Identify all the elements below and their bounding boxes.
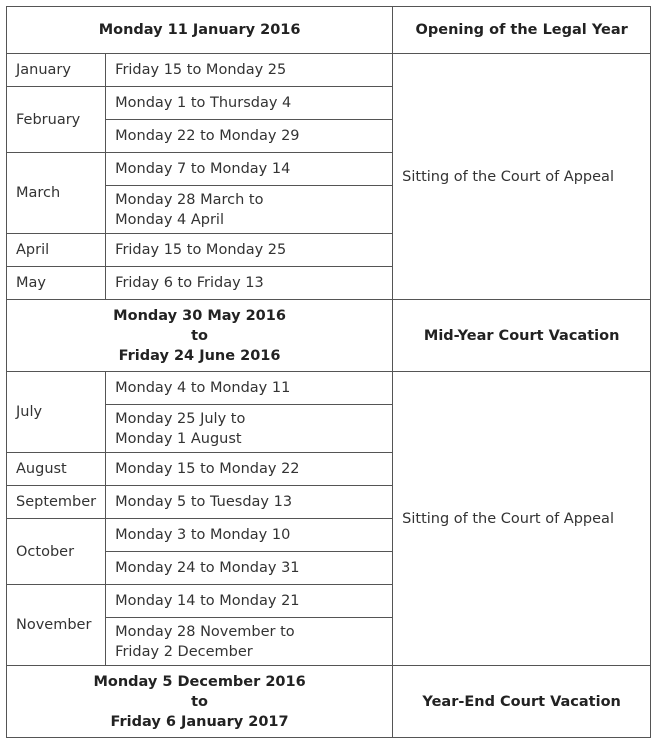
month-november: November bbox=[7, 585, 106, 666]
month-october: October bbox=[7, 519, 106, 585]
date-line: Monday 4 April bbox=[115, 211, 224, 228]
date-line: to bbox=[191, 693, 209, 710]
month-july: July bbox=[7, 372, 106, 453]
date-line: Monday 30 May 2016 bbox=[113, 307, 286, 324]
month-september: September bbox=[7, 486, 106, 519]
date-line: to bbox=[191, 327, 209, 344]
sitting-label: Sitting of the Court of Appeal bbox=[393, 372, 651, 666]
sitting-dates: Monday 24 to Monday 31 bbox=[106, 552, 393, 585]
midyear-vacation-dates bbox=[7, 300, 393, 372]
sitting-dates: Friday 6 to Friday 13 bbox=[106, 267, 393, 300]
table-row bbox=[7, 372, 651, 405]
sitting-dates: Monday 1 to Thursday 4 bbox=[106, 87, 393, 120]
sitting-dates bbox=[106, 186, 393, 234]
date-line: Friday 24 June 2016 bbox=[118, 347, 281, 364]
sitting-dates: Friday 15 to Monday 25 bbox=[106, 54, 393, 87]
month-february: February bbox=[7, 87, 106, 153]
sitting-dates: Friday 15 to Monday 25 bbox=[106, 234, 393, 267]
yearend-vacation-label: Year-End Court Vacation bbox=[393, 666, 651, 738]
sitting-dates: Monday 3 to Monday 10 bbox=[106, 519, 393, 552]
date-line: Friday 2 December bbox=[115, 643, 253, 660]
sitting-dates: Monday 14 to Monday 21 bbox=[106, 585, 393, 618]
date-line: Monday 28 November to bbox=[115, 623, 295, 640]
sitting-dates: Monday 5 to Tuesday 13 bbox=[106, 486, 393, 519]
sitting-dates: Monday 7 to Monday 14 bbox=[106, 153, 393, 186]
date-line: Monday 25 July to bbox=[115, 410, 246, 427]
court-calendar-table bbox=[6, 6, 651, 738]
month-august: August bbox=[7, 453, 106, 486]
table-row bbox=[7, 54, 651, 87]
sitting-dates: Monday 22 to Monday 29 bbox=[106, 120, 393, 153]
table-row bbox=[7, 300, 651, 372]
month-may: May bbox=[7, 267, 106, 300]
sitting-label: Sitting of the Court of Appeal bbox=[393, 54, 651, 300]
month-january: January bbox=[7, 54, 106, 87]
sitting-dates: Monday 15 to Monday 22 bbox=[106, 453, 393, 486]
sitting-dates: Monday 4 to Monday 11 bbox=[106, 372, 393, 405]
month-march: March bbox=[7, 153, 106, 234]
date-line: Monday 5 December 2016 bbox=[93, 673, 306, 690]
sitting-dates bbox=[106, 405, 393, 453]
table-row bbox=[7, 666, 651, 738]
midyear-vacation-label: Mid-Year Court Vacation bbox=[393, 300, 651, 372]
yearend-vacation-dates bbox=[7, 666, 393, 738]
opening-label: Opening of the Legal Year bbox=[393, 7, 651, 54]
sitting-dates bbox=[106, 618, 393, 666]
date-line: Monday 28 March to bbox=[115, 191, 264, 208]
table-row bbox=[7, 7, 651, 54]
date-line: Monday 1 August bbox=[115, 430, 242, 447]
month-april: April bbox=[7, 234, 106, 267]
opening-date: Monday 11 January 2016 bbox=[7, 7, 393, 54]
date-line: Friday 6 January 2017 bbox=[110, 713, 289, 730]
